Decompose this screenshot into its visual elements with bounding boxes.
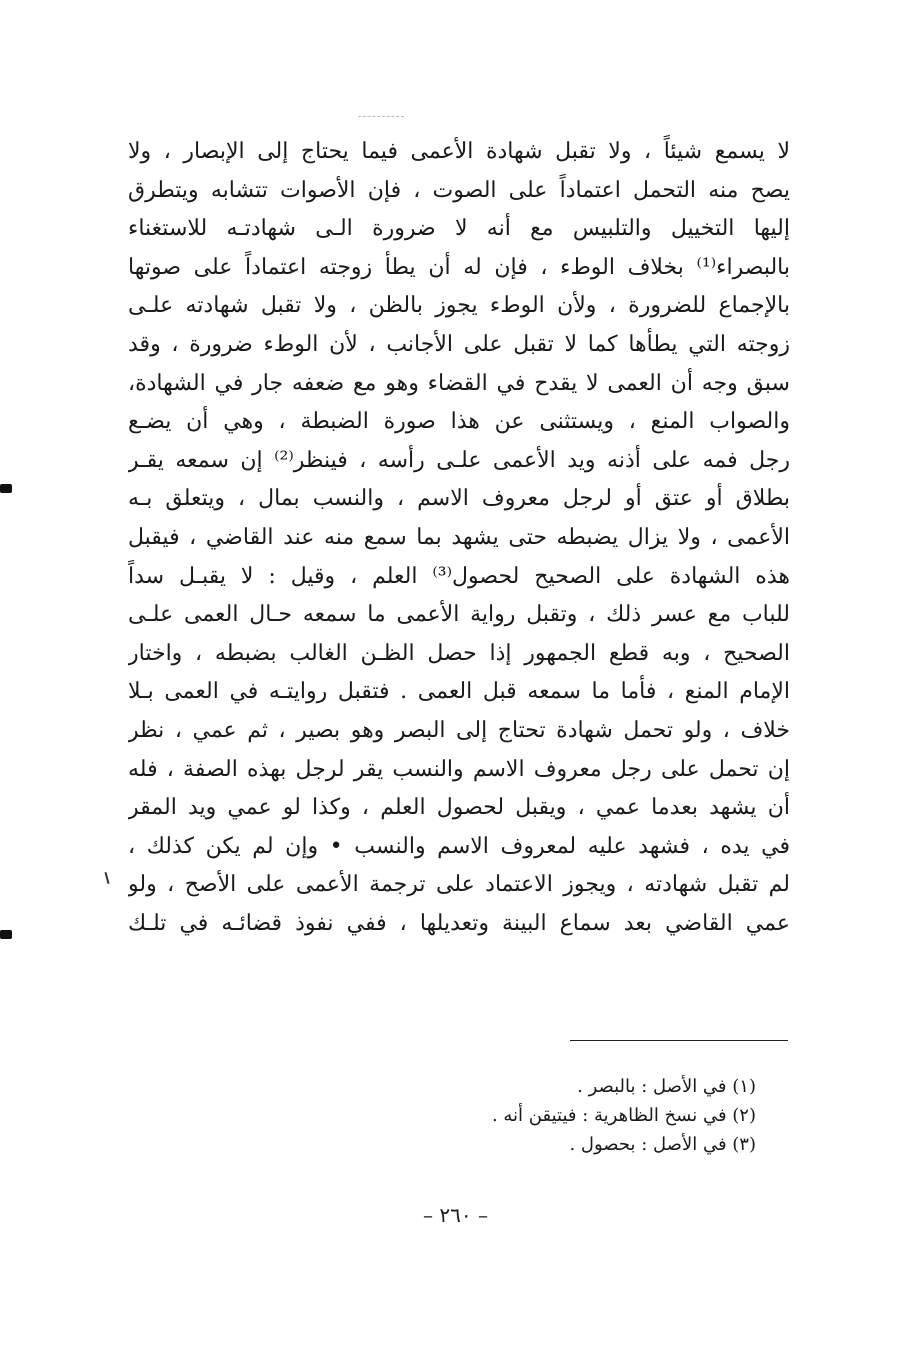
text-line: والصواب المنع ، ويستثنى عن هذا صورة الضبطة ، وهي أن يضـع — [128, 409, 790, 435]
text-line: لا يسمع شيئاً ، ولا تقبل شهادة الأعمى فيما يحتاج إلى الإبصار ، ولا — [128, 139, 790, 164]
text-line: يصح منه التحمل اعتماداً على الصوت ، فإن الأصوات تتشابه ويتطرق — [128, 177, 790, 203]
scan-margin-tick — [104, 872, 109, 884]
main-text-block — [128, 133, 790, 943]
text-line: للباب مع عسر ذلك ، وتقبل رواية الأعمى ما سمعه حـال العمى علـى — [128, 602, 790, 628]
header-dash-mark — [358, 116, 404, 117]
text-line: خلاف ، ولو تحمل شهادة تحتاج إلى البصر وهو بصير ، ثم عمي ، نظر — [128, 717, 790, 743]
text-line: الأعمى ، ولا يزال يضبطه حتى يشهد بما سمع منه عند القاضي ، فيقبل — [128, 524, 790, 550]
text-line: زوجته التي يطأها كما لا تقبل على الأجانب ، لأن الوطء ضرورة ، وقد — [128, 331, 790, 357]
scan-edge-mark — [0, 484, 12, 493]
footnote-1: (١) في الأصل : بالبصر . — [577, 1076, 756, 1097]
text-line: إن تحمل على رجل معروف الاسم والنسب يقر لرجل بهذه الصفة ، فله — [128, 756, 790, 782]
text-line: الإمام المنع ، فأما ما سمعه قبل العمى . فتقبل روايتـه في العمى بـلا — [128, 679, 790, 705]
text-line: أن يشهد بعدما عمي ، ويقبل لحصول العلم ، وكذا لو عمي ويد المقر — [128, 795, 790, 821]
text-line: لم تقبل شهادته ، ويجوز الاعتماد على ترجمة الأعمى على الأصح ، ولو — [128, 872, 790, 898]
footnote-separator — [570, 1040, 788, 1041]
text-line: بطلاق أو عتق أو لرجل معروف الاسم ، والنسب بمال ، ويتعلق بـه — [128, 486, 790, 512]
text-line: عمي القاضي بعد سماع البينة وتعديلها ، ففي نفوذ قضائـه في تلـك — [128, 910, 790, 936]
text-line: هذه الشهادة على الصحيح لحصول⁽³⁾ العلم ، وقيل : لا يقبـل سداً — [128, 563, 790, 589]
text-line: سبق وجه أن العمى لا يقدح في القضاء وهو مع ضعفه جار في الشهادة، — [128, 370, 790, 396]
text-line: الصحيح ، وبه قطع الجمهور إذا حصل الظـن الغالب بضبطه ، واختار — [128, 640, 790, 666]
text-line: إليها التخييل والتلبيس مع أنه لا ضرورة الـى شهادتـه للاستغناء — [128, 216, 790, 242]
footnote-2: (٢) في نسخ الظاهرية : فيتيقن أنه . — [491, 1105, 756, 1126]
text-line: رجل فمه على أذنه ويد الأعمى علـى رأسه ، فينظر⁽²⁾ إن سمعه يقـر — [128, 447, 790, 473]
footnote-3: (٣) في الأصل : بحصول . — [569, 1134, 756, 1155]
page-number: – ٢٦٠ – — [423, 1203, 488, 1227]
text-line: بالإجماع للضرورة ، ولأن الوطء يجوز بالظن ، ولا تقبل شهادته علـى — [128, 293, 790, 319]
text-line: بالبصراء⁽¹⁾ بخلاف الوطء ، فإن له أن يطأ زوجته اعتماداً على صوتها — [128, 254, 790, 280]
text-line: في يده ، فشهد عليه لمعروف الاسم والنسب • وإن لم يكن كذلك ، — [128, 833, 790, 859]
footnotes-block — [256, 1072, 756, 1159]
scan-edge-mark — [0, 930, 12, 939]
